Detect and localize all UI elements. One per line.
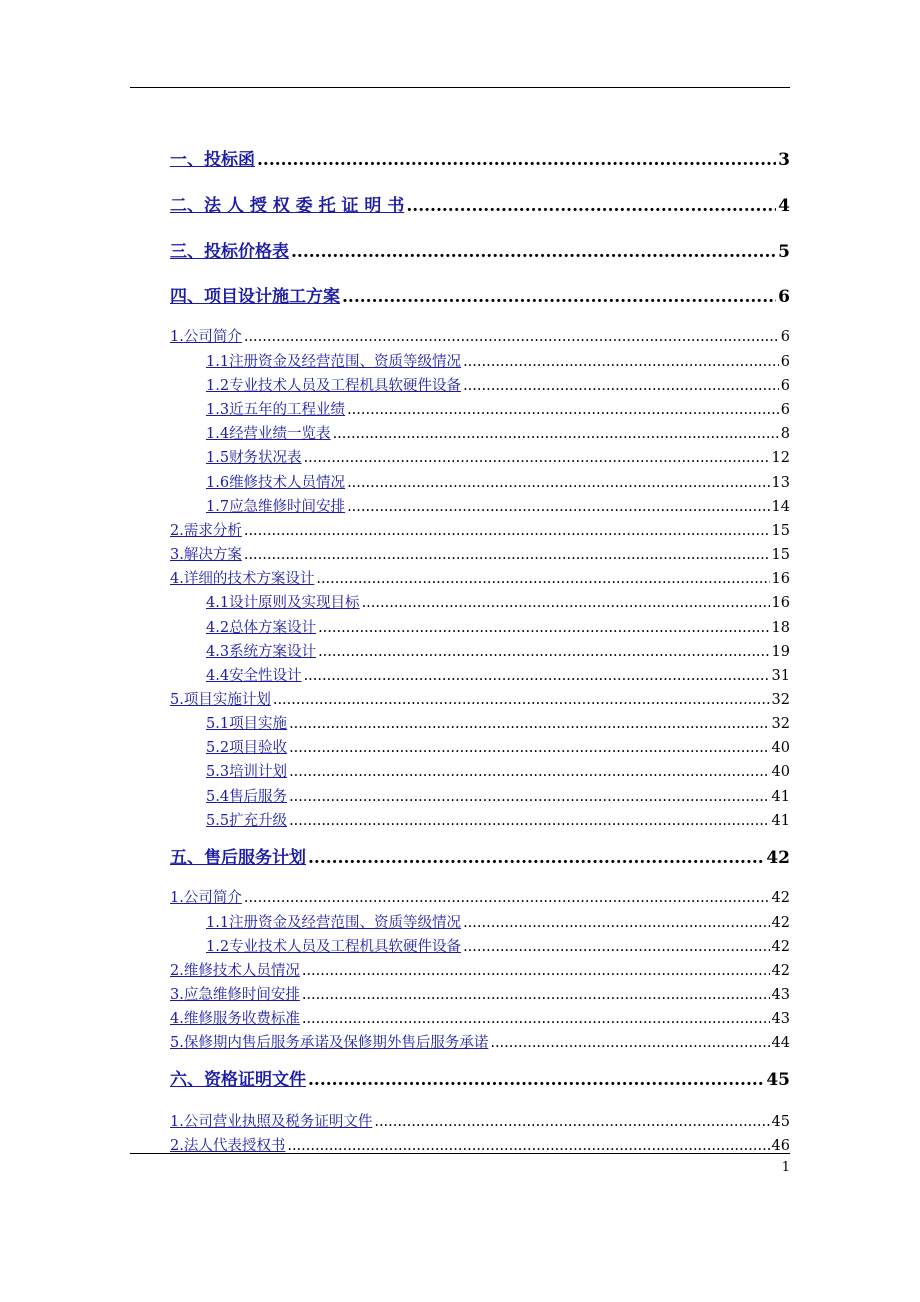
- toc-entry-page: 3: [778, 150, 790, 170]
- toc-entry-page: 32: [771, 716, 790, 732]
- toc-entry-page: 13: [771, 475, 790, 491]
- toc-leader-dots: [333, 427, 779, 442]
- toc-entry-title[interactable]: 售后服务: [229, 789, 288, 805]
- toc-leader-dots: [463, 379, 779, 394]
- toc-entry[interactable]: [170, 152, 790, 169]
- toc-entry-number[interactable]: 1.: [170, 890, 184, 906]
- toc-entry-page: 42: [766, 848, 790, 868]
- toc-entry-number[interactable]: 二、: [170, 196, 204, 216]
- toc-entry[interactable]: [206, 940, 790, 955]
- toc-entry-page: 42: [771, 890, 790, 906]
- toc-leader-dots: [289, 717, 769, 732]
- toc-entry[interactable]: [170, 964, 790, 979]
- toc-entry[interactable]: [170, 572, 790, 587]
- toc-entry[interactable]: [170, 1115, 790, 1130]
- toc-entry[interactable]: [170, 1036, 790, 1051]
- toc-entry-page: 6: [780, 354, 790, 370]
- toc-entry[interactable]: [206, 814, 790, 829]
- toc-leader-dots: [304, 451, 770, 466]
- toc-entry[interactable]: [206, 451, 790, 466]
- toc-entry[interactable]: [170, 289, 790, 306]
- toc-entry-title[interactable]: 专业技术人员及工程机具软硬件设备: [229, 939, 462, 955]
- toc-entry-title[interactable]: 需求分析: [183, 523, 242, 539]
- toc-entry-title[interactable]: 财务状况表: [229, 450, 302, 466]
- toc-leader-dots: [347, 476, 769, 491]
- toc-leader-dots: [302, 964, 770, 979]
- toc-entry[interactable]: [206, 379, 790, 394]
- toc-entry-number[interactable]: 1.4: [206, 426, 230, 442]
- toc-leader-dots: [463, 916, 769, 931]
- toc-entry-number[interactable]: 六、: [170, 1070, 204, 1090]
- toc-entry-page: 14: [771, 499, 790, 515]
- toc-leader-dots: [490, 1036, 769, 1051]
- toc-leader-dots: [308, 850, 764, 867]
- toc-entry-number[interactable]: 4.: [170, 1011, 184, 1027]
- toc-entry-page: 42: [771, 939, 790, 955]
- toc-entry-page: 4: [778, 196, 790, 216]
- toc-entry[interactable]: [170, 524, 790, 539]
- toc-entry-page: 6: [780, 378, 790, 394]
- toc-entry-number[interactable]: 5.2: [206, 740, 230, 756]
- toc-entry-number[interactable]: 1.1: [206, 354, 230, 370]
- toc-entry-title[interactable]: 项目设计施工方案: [204, 287, 340, 307]
- toc-entry[interactable]: [206, 355, 790, 370]
- toc-entry[interactable]: [206, 741, 790, 756]
- toc-entry-title[interactable]: 总体方案设计: [229, 620, 317, 636]
- toc-entry[interactable]: [206, 476, 790, 491]
- toc-entry-title[interactable]: 项目验收: [229, 740, 288, 756]
- toc-entry-number[interactable]: 5.4: [206, 789, 230, 805]
- toc-leader-dots: [244, 330, 779, 345]
- toc-leader-dots: [302, 1012, 770, 1027]
- toc-leader-dots: [406, 198, 776, 215]
- toc-entry-title[interactable]: 公司营业执照及税务证明文件: [183, 1114, 373, 1130]
- toc-entry-title[interactable]: 法人代表授权书: [183, 1138, 286, 1154]
- toc-leader-dots: [347, 403, 779, 418]
- toc-leader-dots: [302, 988, 770, 1003]
- toc-leader-dots: [244, 524, 770, 539]
- toc-entry[interactable]: [206, 765, 790, 780]
- toc-leader-dots: [342, 289, 776, 306]
- toc-entry-number[interactable]: 1.7: [206, 499, 230, 515]
- toc-entry-number[interactable]: 1.5: [206, 450, 230, 466]
- toc-entry[interactable]: [206, 645, 790, 660]
- toc-entry-title[interactable]: 设计原则及实现目标: [229, 595, 360, 611]
- toc-entry-page: 16: [771, 595, 790, 611]
- toc-entry-number[interactable]: 2.: [170, 523, 184, 539]
- toc-entry-page: 6: [778, 287, 790, 307]
- toc-entry-page: 15: [771, 547, 790, 563]
- toc-entry-number[interactable]: 5.: [170, 692, 184, 708]
- toc-leader-dots: [273, 693, 770, 708]
- toc-entry-title[interactable]: 项目实施计划: [183, 692, 271, 708]
- toc-entry-number[interactable]: 3.: [170, 987, 184, 1003]
- toc-entry[interactable]: [206, 669, 790, 684]
- toc-entry-title[interactable]: 注册资金及经营范围、资质等级情况: [229, 915, 462, 931]
- toc-entry-page: 45: [766, 1070, 790, 1090]
- toc-entry[interactable]: [206, 403, 790, 418]
- toc-entry-page: 12: [771, 450, 790, 466]
- toc-entry-number[interactable]: 3.: [170, 547, 184, 563]
- toc-entry[interactable]: [206, 621, 790, 636]
- toc-leader-dots: [304, 669, 770, 684]
- footer-rule: [130, 1153, 790, 1154]
- toc-entry-number[interactable]: 4.2: [206, 620, 230, 636]
- toc-leader-dots: [362, 596, 770, 611]
- toc-entry-number[interactable]: 5.5: [206, 813, 230, 829]
- toc-entry-number[interactable]: 1.2: [206, 378, 230, 394]
- toc-entry[interactable]: [170, 1072, 790, 1089]
- toc-entry[interactable]: [170, 330, 790, 345]
- toc-entry-title[interactable]: 投标函: [204, 150, 255, 170]
- toc-entry-title[interactable]: 专业技术人员及工程机具软硬件设备: [229, 378, 462, 394]
- toc-entry-title[interactable]: 保修期内售后服务承诺及保修期外售后服务承诺: [183, 1035, 489, 1051]
- toc-entry-number[interactable]: 四、: [170, 287, 204, 307]
- toc-leader-dots: [374, 1115, 769, 1130]
- toc-entry-page: 40: [771, 764, 790, 780]
- toc-entry[interactable]: [206, 500, 790, 515]
- toc-entry-page: 16: [771, 571, 790, 587]
- toc-entry-page: 19: [771, 644, 790, 660]
- toc-leader-dots: [287, 1139, 769, 1154]
- toc-entry[interactable]: [170, 1139, 790, 1154]
- toc-leader-dots: [244, 548, 770, 563]
- toc-leader-dots: [257, 152, 776, 169]
- toc-leader-dots: [308, 1072, 764, 1089]
- toc-entry[interactable]: [170, 1012, 790, 1027]
- toc-entry-title[interactable]: 法 人 授 权 委 托 证 明 书: [204, 196, 405, 216]
- toc-entry-title[interactable]: 安全性设计: [229, 668, 302, 684]
- toc-entry-title[interactable]: 培训计划: [229, 764, 288, 780]
- toc-entry-number[interactable]: 4.1: [206, 595, 230, 611]
- toc-entry-title[interactable]: 售后服务计划: [204, 848, 306, 868]
- toc-entry-page: 32: [771, 692, 790, 708]
- toc-entry-page: 44: [771, 1035, 790, 1051]
- toc-entry[interactable]: [170, 693, 790, 708]
- toc-entry[interactable]: [206, 916, 790, 931]
- toc-entry-page: 18: [771, 620, 790, 636]
- toc-entry[interactable]: [170, 198, 790, 215]
- toc-entry-page: 41: [771, 813, 790, 829]
- toc-entry-title[interactable]: 项目实施: [229, 716, 288, 732]
- toc-leader-dots: [316, 572, 769, 587]
- toc-entry-page: 45: [771, 1114, 790, 1130]
- toc-entry-page: 43: [771, 987, 790, 1003]
- toc-entry-page: 31: [771, 668, 790, 684]
- toc-entry-page: 8: [780, 426, 790, 442]
- toc-entry[interactable]: [206, 596, 790, 611]
- toc-entry-title[interactable]: 维修技术人员情况: [183, 963, 300, 979]
- toc-entry-number[interactable]: 1.2: [206, 939, 230, 955]
- toc-entry[interactable]: [206, 717, 790, 732]
- toc-entry-page: 41: [771, 789, 790, 805]
- toc-entry-title[interactable]: 扩充升级: [229, 813, 288, 829]
- toc-entry-page: 46: [771, 1138, 790, 1154]
- toc-entry-title[interactable]: 系统方案设计: [229, 644, 317, 660]
- toc-entry[interactable]: [170, 244, 790, 261]
- toc-entry-title[interactable]: 应急维修时间安排: [229, 499, 346, 515]
- toc-entry[interactable]: [170, 850, 790, 867]
- toc-entry-title[interactable]: 资格证明文件: [204, 1070, 306, 1090]
- footer-page-number: 1: [781, 1160, 790, 1175]
- toc-entry-page: 6: [780, 329, 790, 345]
- toc-entry-number[interactable]: 2.: [170, 1138, 184, 1154]
- toc-leader-dots: [289, 765, 769, 780]
- toc-entry-title[interactable]: 详细的技术方案设计: [183, 571, 315, 587]
- toc-entry-page: 40: [771, 740, 790, 756]
- toc-entry[interactable]: [206, 790, 790, 805]
- toc-entry-page: 42: [771, 963, 790, 979]
- toc-entry-number[interactable]: 一、: [170, 150, 204, 170]
- toc-entry-number[interactable]: 1.: [170, 329, 184, 345]
- toc-entry-title[interactable]: 经营业绩一览表: [229, 426, 331, 442]
- toc-entry-title[interactable]: 公司简介: [183, 890, 242, 906]
- toc-entry-number[interactable]: 4.3: [206, 644, 230, 660]
- toc-entry[interactable]: [170, 891, 790, 906]
- toc-entry-page: 15: [771, 523, 790, 539]
- toc-entry-title[interactable]: 近五年的工程业绩: [229, 402, 346, 418]
- toc-entry-page: 43: [771, 1011, 790, 1027]
- toc-entry-number[interactable]: 三、: [170, 242, 204, 262]
- toc-entry-page: 5: [778, 242, 790, 262]
- toc-entry-number[interactable]: 4.4: [206, 668, 230, 684]
- toc-entry-number[interactable]: 五、: [170, 848, 204, 868]
- toc-entry-number[interactable]: 4.: [170, 571, 184, 587]
- toc-entry-number[interactable]: 1.3: [206, 402, 230, 418]
- toc-entry-number[interactable]: 1.6: [206, 475, 230, 491]
- toc-entry-number[interactable]: 5.: [170, 1035, 184, 1051]
- toc-leader-dots: [244, 891, 770, 906]
- toc-leader-dots: [291, 244, 776, 261]
- toc-leader-dots: [289, 741, 769, 756]
- toc-entry-number[interactable]: 1.: [170, 1114, 184, 1130]
- toc-entry-number[interactable]: 5.1: [206, 716, 230, 732]
- toc-entry[interactable]: [170, 548, 790, 563]
- toc-entry-title[interactable]: 注册资金及经营范围、资质等级情况: [229, 354, 462, 370]
- toc-leader-dots: [289, 814, 769, 829]
- toc-entry-page: 6: [780, 402, 790, 418]
- toc-leader-dots: [463, 940, 769, 955]
- toc-entry-title[interactable]: 维修服务收费标准: [183, 1011, 300, 1027]
- toc-entry-number[interactable]: 1.1: [206, 915, 230, 931]
- toc-entry-page: 42: [771, 915, 790, 931]
- toc-leader-dots: [289, 790, 769, 805]
- toc-leader-dots: [318, 621, 769, 636]
- toc-entry-title[interactable]: 应急维修时间安排: [183, 987, 300, 1003]
- toc-entry-title[interactable]: 投标价格表: [204, 242, 289, 262]
- toc-entry-title[interactable]: 公司简介: [183, 329, 242, 345]
- toc-leader-dots: [347, 500, 769, 515]
- toc-entry-title[interactable]: 维修技术人员情况: [229, 475, 346, 491]
- toc-leader-dots: [318, 645, 769, 660]
- toc-entry-title[interactable]: 解决方案: [183, 547, 242, 563]
- toc-entry-number[interactable]: 2.: [170, 963, 184, 979]
- toc-entry-number[interactable]: 5.3: [206, 764, 230, 780]
- toc-entry[interactable]: [170, 988, 790, 1003]
- toc-leader-dots: [463, 355, 779, 370]
- toc-entry[interactable]: [206, 427, 790, 442]
